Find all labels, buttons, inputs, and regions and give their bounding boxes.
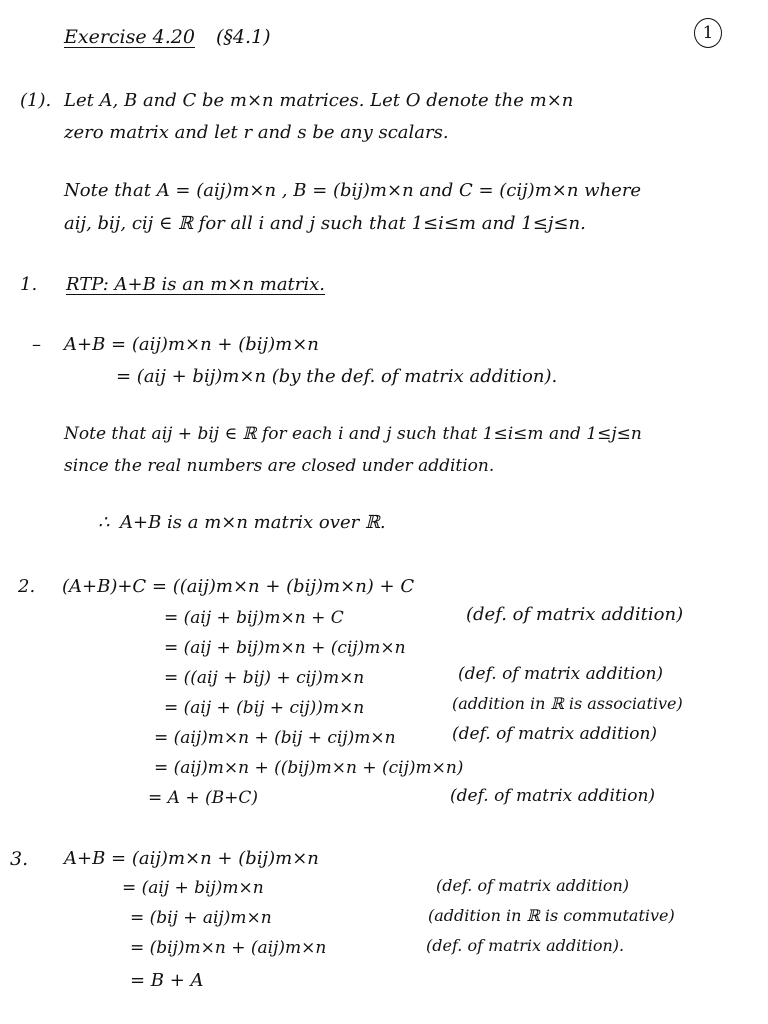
part3-line-expr: = B + A	[130, 970, 204, 991]
note-line-2: aij, bij, cij ∈ ℝ for all i and j such that 1≤i≤m and 1≤j≤n.	[64, 213, 586, 234]
part3-line-reason: (def. of matrix addition).	[426, 936, 625, 955]
section-reference: (§4.1)	[216, 26, 271, 48]
part2-line-reason: (def. of matrix addition)	[458, 664, 664, 684]
part2-line-reason: (def. of matrix addition)	[450, 786, 656, 806]
part3-line-expr: A+B = (aij)m×n + (bij)m×n	[64, 848, 319, 869]
therefore-symbol: ∴	[98, 512, 110, 533]
part1-number: 1.	[20, 274, 38, 295]
exercise-title: Exercise 4.20	[64, 26, 195, 48]
part1-heading: RTP: A+B is an m×n matrix.	[66, 274, 326, 295]
part2-line-reason: (def. of matrix addition)	[466, 604, 684, 625]
part3-line-expr: = (aij + bij)m×n	[122, 878, 264, 898]
note-line-1: Note that A = (aij)m×n , B = (bij)m×n and C = (cij)m×n where	[64, 180, 642, 201]
part1-dash: –	[32, 334, 41, 355]
part2-number: 2.	[18, 576, 36, 597]
intro-line-2: zero matrix and let r and s be any scalars.	[64, 122, 449, 143]
part2-line-expr: = (aij)m×n + ((bij)m×n + (cij)m×n)	[154, 758, 464, 778]
part2-line-expr: = ((aij + bij) + cij)m×n	[164, 668, 365, 688]
part2-line-reason: (addition in ℝ is associative)	[452, 694, 683, 713]
part2-line-expr: = (aij + (bij + cij))m×n	[164, 698, 365, 718]
part1-note-line-1: Note that aij + bij ∈ ℝ for each i and j such that 1≤i≤m and 1≤j≤n	[64, 424, 642, 444]
part2-line-expr: = A + (B+C)	[148, 788, 258, 808]
part3-number: 3.	[10, 848, 29, 870]
part2-line-expr: = (aij + bij)m×n + C	[164, 608, 344, 628]
part1-step-2: = (aij + bij)m×n (by the def. of matrix addition).	[116, 366, 558, 387]
page-number: 1	[702, 23, 714, 43]
problem-label: (1).	[20, 90, 52, 111]
intro-line-1: Let A, B and C be m×n matrices. Let O denote the m×n	[64, 90, 574, 111]
part2-line-expr: (A+B)+C = ((aij)m×n + (bij)m×n) + C	[62, 576, 415, 597]
part2-line-reason: (def. of matrix addition)	[452, 724, 658, 744]
page-number-circle	[694, 18, 722, 48]
part1-conclusion: A+B is a m×n matrix over ℝ.	[120, 512, 386, 533]
part1-step-1: A+B = (aij)m×n + (bij)m×n	[64, 334, 319, 355]
part3-line-expr: = (bij + aij)m×n	[130, 908, 272, 928]
part1-note-line-2: since the real numbers are closed under addition.	[64, 456, 495, 476]
part3-line-reason: (addition in ℝ is commutative)	[428, 906, 675, 925]
part2-line-expr: = (aij + bij)m×n + (cij)m×n	[164, 638, 406, 658]
part3-line-expr: = (bij)m×n + (aij)m×n	[130, 938, 327, 958]
part3-line-reason: (def. of matrix addition)	[436, 876, 629, 895]
part2-line-expr: = (aij)m×n + (bij + cij)m×n	[154, 728, 396, 748]
